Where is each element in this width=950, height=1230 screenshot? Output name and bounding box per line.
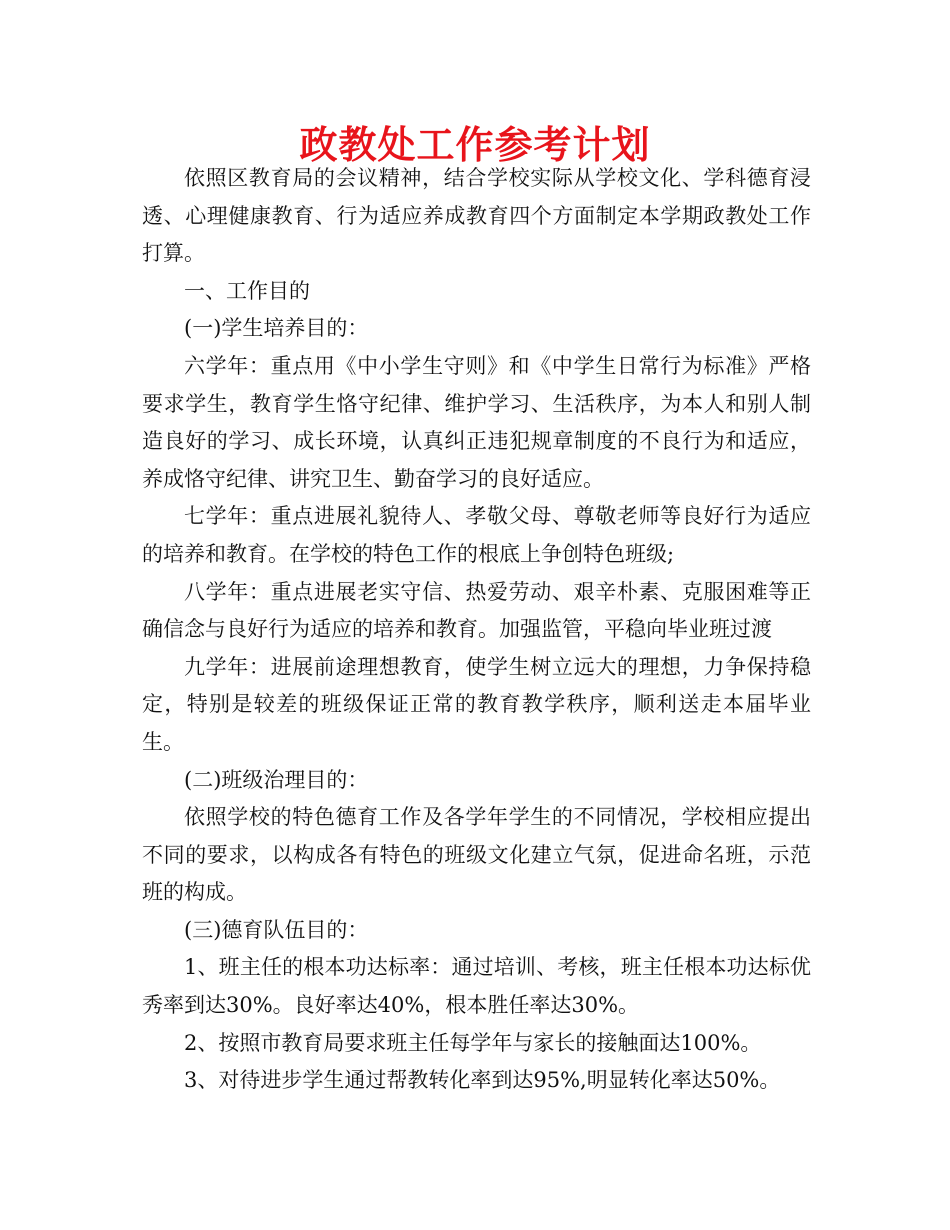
paragraph-grade-seven: 七学年：重点进展礼貌待人、孝敬父母、尊敬老师等良好行为适应的培养和教育。在学校的特色工作的根底上争创特色班级; [142,504,811,566]
paragraph-grade-six: 六学年：重点用《中小学生守则》和《中学生日常行为标准》严格要求学生，教育学生恪守纪律、维护学习、生活秩序，为本人和别人制造良好的学习、成长环境，认真纠正违犯规章制度的不良行为和适应，养成恪守纪律、讲究卫生、勤奋学习的良好适应。 [142,353,811,491]
document-body [142,160,811,1100]
subsection-heading-student-training: (一)学生培养目的： [184,316,369,341]
paragraph-grade-nine: 九学年：进展前途理想教育，使学生树立远大的理想，力争保持稳定，特别是较差的班级保证正常的教育教学秩序，顺利送走本届毕业生。 [142,654,811,754]
section-heading-work-goals: 一、工作目的 [184,278,310,303]
subsection-heading-class-management: (二)班级治理目的： [184,767,369,792]
paragraph-intro: 依照区教育局的会议精神，结合学校实际从学校文化、学科德育浸透、心理健康教育、行为适应养成教育四个方面制定本学期政教处工作打算。 [142,166,811,266]
paragraph-grade-eight: 八学年：重点进展老实守信、热爱劳动、艰辛朴素、克服困难等正确信念与良好行为适应的培养和教育。加强监管，平稳向毕业班过渡 [142,579,811,642]
list-item-2: 2、按照市教育局要求班主任每学年与家长的接触面达100%。 [184,1030,762,1055]
document-title: 政教处工作参考计划 [299,123,651,167]
subsection-heading-moral-team: (三)德育队伍目的： [184,917,369,942]
list-item-1: 1、班主任的根本功达标率：通过培训、考核，班主任根本功达标优秀率到达30%。良好率达40%，根本胜任率达30%。 [142,955,811,1018]
list-item-3: 3、对待进步学生通过帮教转化率到达95%,明显转化率达50%。 [184,1068,781,1093]
paragraph-class-management: 依照学校的特色德育工作及各学年学生的不同情况，学校相应提出不同的要求，以构成各有特色的班级文化建立气氛，促进命名班，示范班的构成。 [142,805,811,905]
